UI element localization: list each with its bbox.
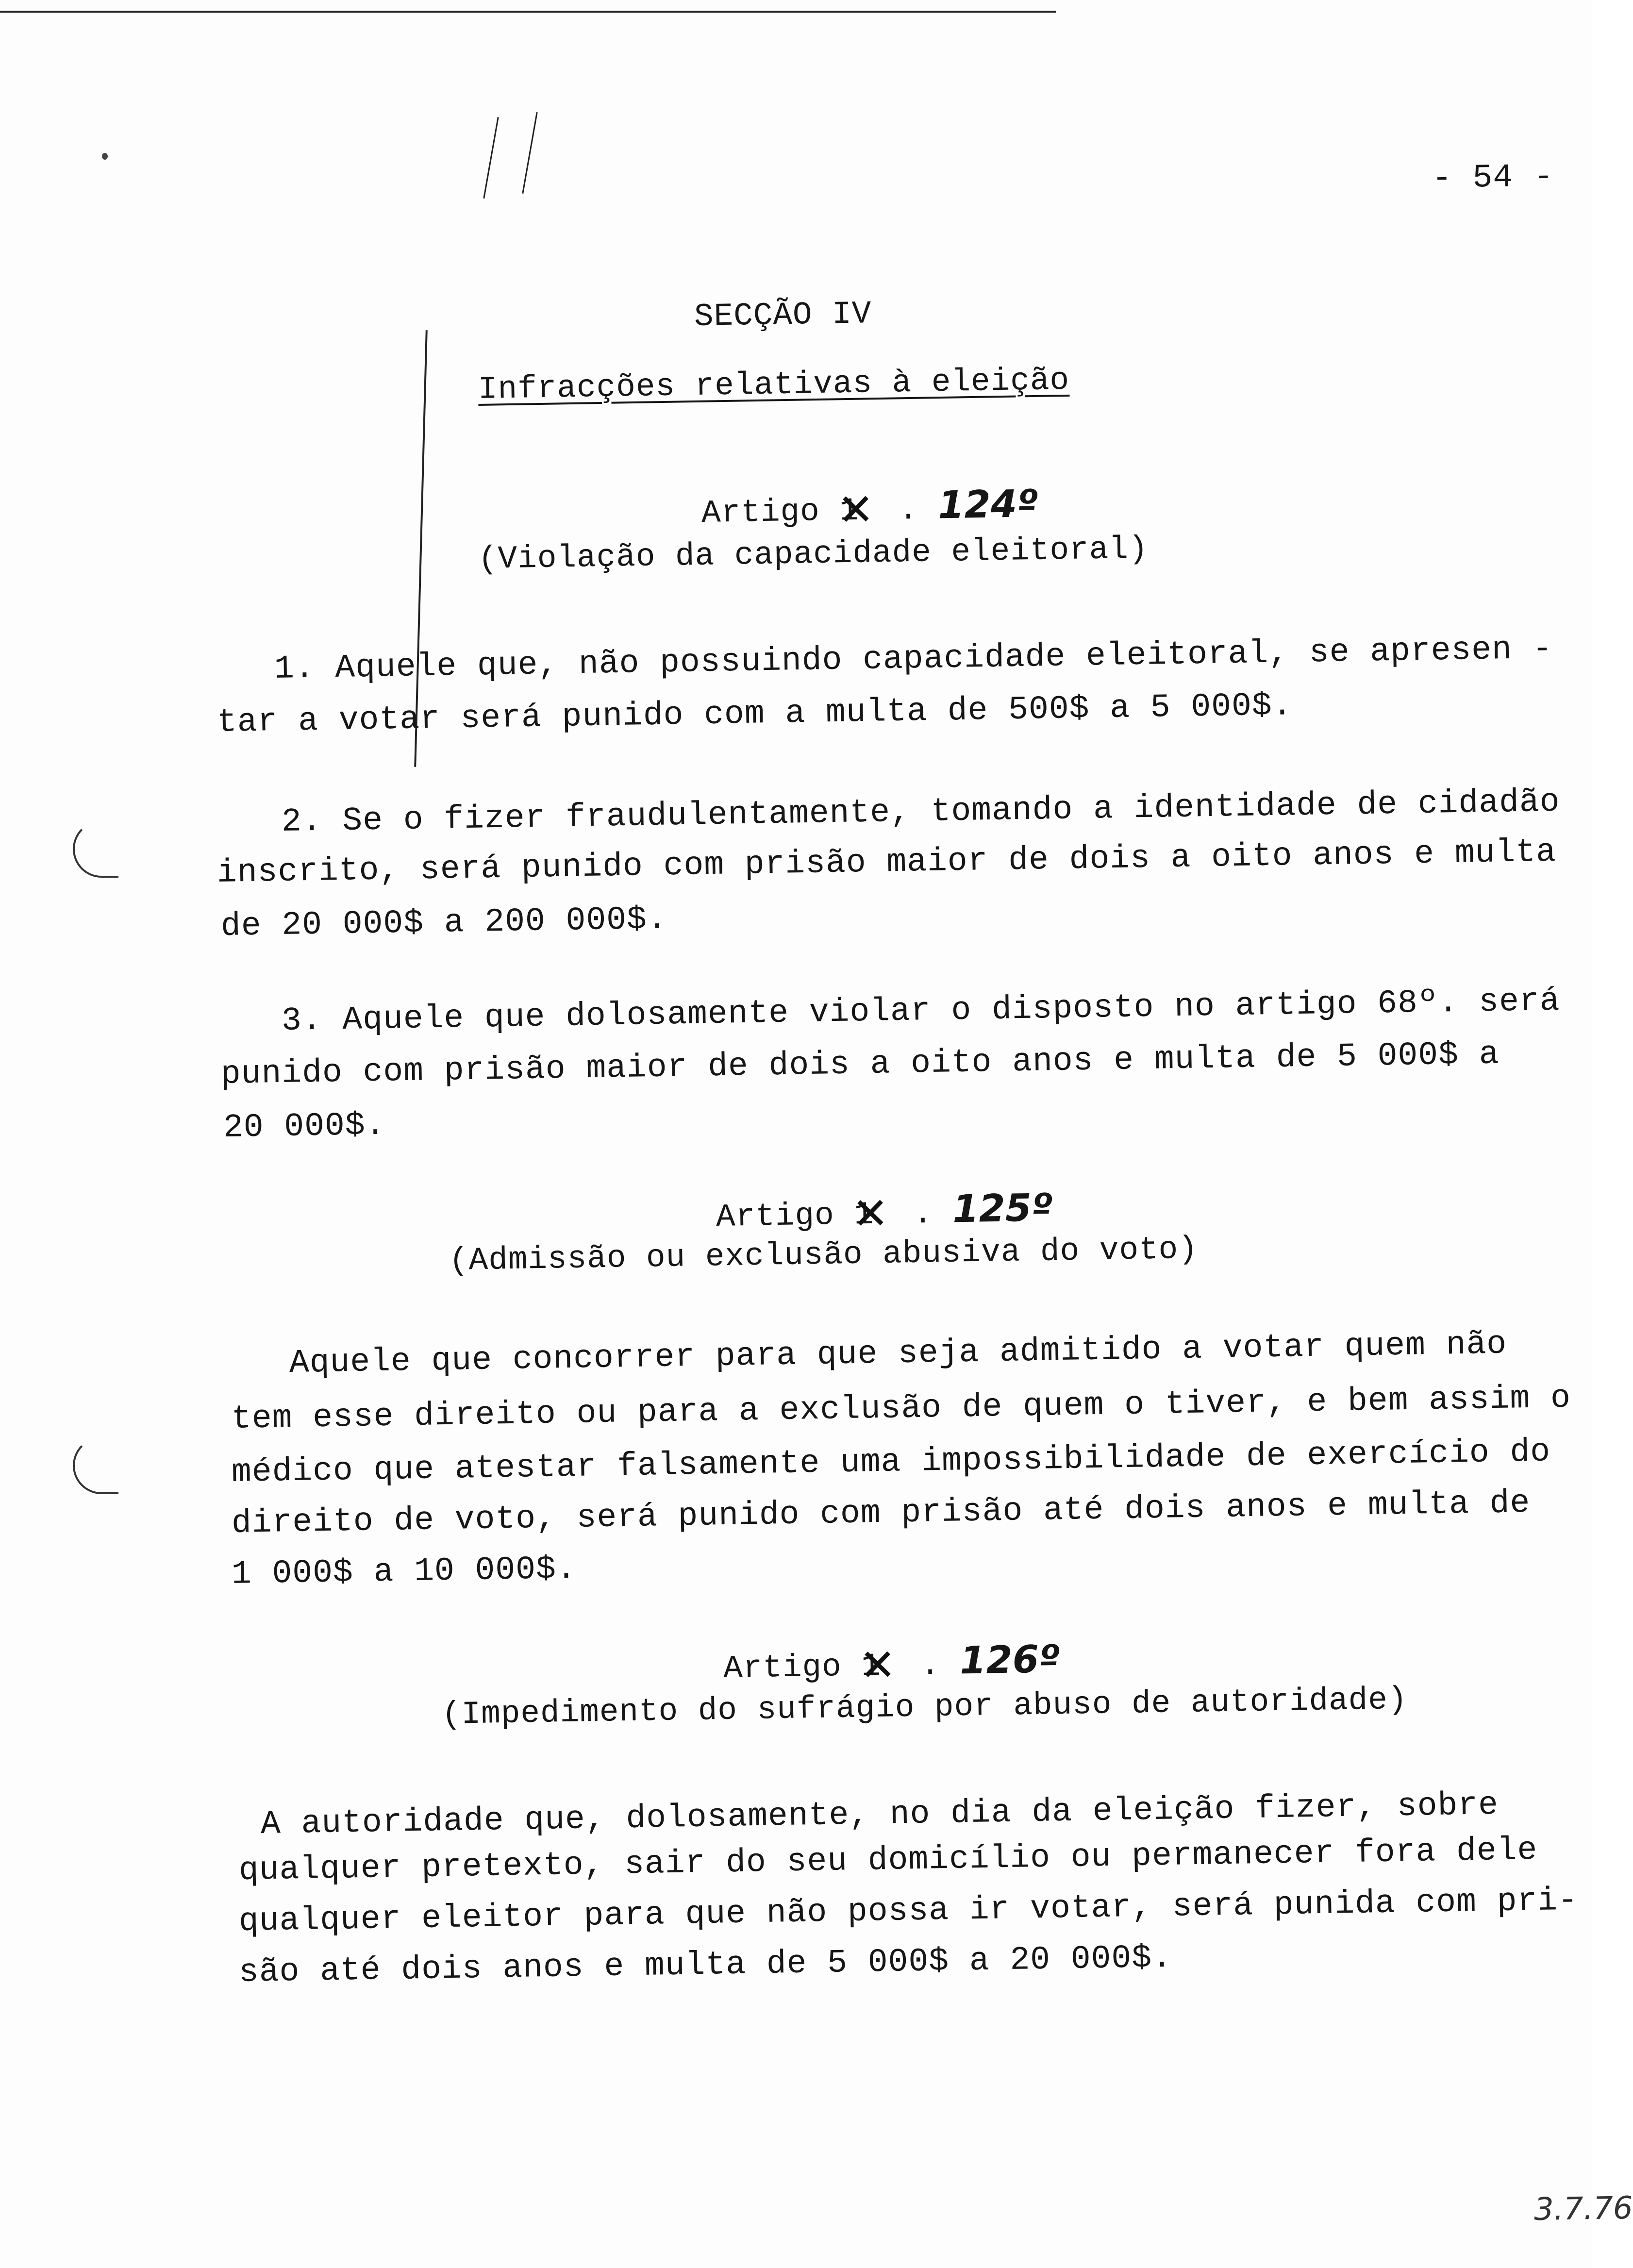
section-title: SECÇÃO IV (694, 296, 872, 335)
text-line: direito de voto, será punido com prisão até dois anos e multa de (231, 1484, 1531, 1542)
text-line: 20 000$. (223, 1106, 386, 1147)
article-label: Artigo (723, 1649, 842, 1687)
text-line: 2. Se o fizer fraudulentamente, tomando a identidade de cidadão (281, 783, 1561, 841)
text-line: de 20 000$ a 200 000$. (220, 901, 668, 945)
article-heading-126: Artigo 1 ✕. 126º (723, 1640, 1060, 1685)
text-line: qualquer pretexto, sair do seu domicílio ou permanecer fora dele (238, 1831, 1538, 1889)
handwritten-date: 3.7.76 (1533, 2190, 1633, 2228)
speck (102, 153, 108, 160)
article-label: Artigo (716, 1197, 835, 1235)
pen-mark (522, 112, 537, 194)
text-line: são até dois anos e multa de 5 000$ a 20 000$. (238, 1939, 1173, 1991)
article-title: (Admissão ou exclusão abusiva do voto) (449, 1231, 1199, 1279)
article-title: (Violação da capacidade eleitoral) (478, 531, 1149, 578)
article-heading-124: Artigo 1 ✕. 124º (701, 485, 1038, 530)
text-line: 1 000$ a 10 000$. (231, 1550, 577, 1593)
text-line: 3. Aquele que dolosamente violar o disposto no artigo 68º. será (281, 982, 1561, 1040)
section-subtitle: Infracções relativas à eleição (478, 362, 1070, 408)
text-line: inscrito, será punido com prisão maior de dois a oito anos e multa (217, 833, 1557, 892)
article-heading-125: Artigo 1 ✕. 125º (716, 1189, 1053, 1234)
page-number: - 54 - (1432, 158, 1554, 198)
text-line: qualquer eleitor para que não possa ir votar, será punida com pri- (238, 1882, 1579, 1940)
handwritten-article-number: 124º (937, 482, 1039, 528)
article-label: Artigo (701, 493, 820, 532)
text-line: tar a votar será punido com a multa de 500$ a 5 000$. (217, 687, 1293, 741)
handwritten-article-number: 126º (959, 1637, 1061, 1683)
pen-mark (483, 117, 499, 199)
text-line: médico que atestar falsamente uma impossibilidade de exercício do (231, 1433, 1551, 1491)
punch-hole-mark (73, 820, 118, 878)
struck-typed-number: 1 ✕ (839, 495, 899, 528)
handwritten-article-number: 125º (952, 1186, 1053, 1232)
text-line: punido com prisão maior de dois a oito anos e multa de 5 000$ a (220, 1035, 1500, 1093)
top-edge-line (0, 11, 1056, 13)
text-line: 1. Aquele que, não possuindo capacidade eleitoral, se apresen - (274, 630, 1553, 688)
article-title: (Impedimento do sufrágio por abuso de autoridade) (441, 1681, 1408, 1733)
text-line: Aquele que concorrer para que seja admitido a votar quem não (289, 1325, 1507, 1382)
text-line: tem esse direito ou para a exclusão de quem o tiver, e bem assim o (231, 1379, 1571, 1438)
struck-typed-number: 1 ✕ (854, 1199, 914, 1232)
punch-hole-mark (73, 1437, 118, 1494)
text-line: A autoridade que, dolosamente, no dia da eleição fizer, sobre (260, 1786, 1499, 1843)
struck-typed-number: 1 ✕ (861, 1650, 921, 1683)
